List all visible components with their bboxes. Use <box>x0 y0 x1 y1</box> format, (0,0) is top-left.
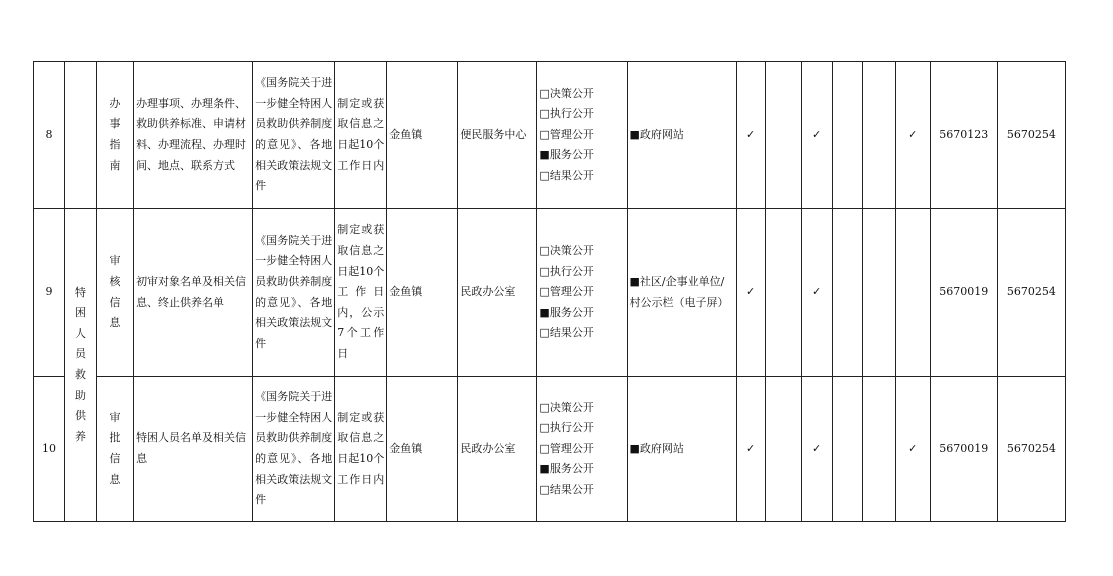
vertical-char: 信 <box>109 452 121 465</box>
row-number: 8 <box>34 62 65 209</box>
vertical-char: 供 <box>75 409 87 423</box>
tick-cell <box>895 209 930 377</box>
tick-cell: ✓ <box>895 377 930 522</box>
disclosure-option: □决策公开 <box>539 400 594 414</box>
vertical-char: 核 <box>109 274 121 288</box>
department-cell: 民政办公室 <box>458 209 537 377</box>
tick-cell <box>862 209 895 377</box>
disclosure-option: □执行公开 <box>539 107 594 121</box>
phone-number-1: 5670123 <box>930 62 997 209</box>
tick-cell <box>832 377 862 522</box>
vertical-char: 困 <box>75 306 87 320</box>
disclosure-option: □管理公开 <box>539 441 594 455</box>
tick-cell <box>765 62 801 209</box>
tick-cell <box>862 377 895 522</box>
time-limit-cell: 制定或获取信息之日起10个工作日内 <box>335 62 387 209</box>
phone-number-2: 5670254 <box>997 62 1065 209</box>
phone-number-2: 5670254 <box>997 377 1065 522</box>
subject-cell: 金鱼镇 <box>387 377 458 522</box>
item-name <box>97 62 134 209</box>
tick-cell <box>832 62 862 209</box>
disclosure-options <box>537 62 627 209</box>
tick-cell: ✓ <box>801 62 832 209</box>
tick-cell: ✓ <box>801 209 832 377</box>
vertical-char: 人 <box>75 326 87 340</box>
disclosure-table <box>33 61 1066 522</box>
tick-cell: ✓ <box>736 209 765 377</box>
basis-cell: 《国务院关于进一步健全特困人员救助供养制度的意见》、各地相关政策法规文件 <box>253 62 335 209</box>
tick-cell: ✓ <box>895 62 930 209</box>
tick-cell: ✓ <box>736 62 765 209</box>
phone-number-2: 5670254 <box>997 209 1065 377</box>
carrier-cell: ■政府网站 <box>627 377 736 522</box>
category-cell-empty <box>65 62 97 209</box>
subject-cell: 金鱼镇 <box>387 62 458 209</box>
subject-cell: 金鱼镇 <box>387 209 458 377</box>
vertical-char: 息 <box>109 316 121 330</box>
vertical-char: 信 <box>109 295 121 309</box>
vertical-char: 审 <box>109 254 121 268</box>
vertical-char: 员 <box>75 347 87 361</box>
basis-cell: 《国务院关于进一步健全特困人员救助供养制度的意见》、各地相关政策法规文件 <box>253 209 335 377</box>
content-cell: 初审对象名单及相关信息、终止供养名单 <box>134 209 253 377</box>
time-limit-cell: 制定或获取信息之日起10个工作日内 <box>335 377 387 522</box>
vertical-char: 指 <box>109 138 121 151</box>
row-number: 9 <box>34 209 65 377</box>
disclosure-option: ■服务公开 <box>539 148 594 162</box>
tick-cell <box>862 62 895 209</box>
department-cell: 民政办公室 <box>458 377 537 522</box>
basis-cell: 《国务院关于进一步健全特困人员救助供养制度的意见》、各地相关政策法规文件 <box>253 377 335 522</box>
tick-cell <box>832 209 862 377</box>
content-cell: 办理事项、办理条件、救助供养标准、申请材料、办理流程、办理时间、地点、联系方式 <box>134 62 253 209</box>
disclosure-options <box>537 209 627 377</box>
disclosure-option: □执行公开 <box>539 421 594 435</box>
vertical-char: 助 <box>75 388 87 402</box>
disclosure-option: □决策公开 <box>539 244 594 258</box>
disclosure-option: ■服务公开 <box>539 305 594 319</box>
disclosure-option: □管理公开 <box>539 285 594 299</box>
tick-cell <box>765 377 801 522</box>
item-name <box>97 209 134 377</box>
content-cell: 特困人员名单及相关信息 <box>134 377 253 522</box>
tick-cell: ✓ <box>736 377 765 522</box>
vertical-char: 批 <box>109 431 121 445</box>
phone-number-1: 5670019 <box>930 209 997 377</box>
department-cell: 便民服务中心 <box>458 62 537 209</box>
vertical-char: 事 <box>109 117 121 131</box>
vertical-char: 养 <box>75 429 87 443</box>
vertical-char: 息 <box>109 472 121 486</box>
vertical-char: 审 <box>109 410 121 424</box>
disclosure-options <box>537 377 627 522</box>
category-group <box>65 209 97 522</box>
disclosure-option: □结果公开 <box>539 482 594 496</box>
table-row <box>34 62 1066 209</box>
time-limit-cell: 制定或获取信息之日起10个工作日内，公示7个工作日 <box>335 209 387 377</box>
vertical-char: 办 <box>109 96 121 110</box>
disclosure-option: □管理公开 <box>539 127 594 141</box>
disclosure-option: ■服务公开 <box>539 462 594 476</box>
tick-cell: ✓ <box>801 377 832 522</box>
tick-cell <box>765 209 801 377</box>
row-number: 10 <box>34 377 65 522</box>
phone-number-1: 5670019 <box>930 377 997 522</box>
vertical-char: 特 <box>75 285 87 299</box>
disclosure-option: □执行公开 <box>539 264 594 278</box>
disclosure-option: □结果公开 <box>539 168 594 182</box>
disclosure-option: □结果公开 <box>539 326 594 340</box>
carrier-cell: ■政府网站 <box>627 62 736 209</box>
table-row <box>34 209 1066 377</box>
vertical-char: 南 <box>109 158 121 172</box>
table-row <box>34 377 1066 522</box>
disclosure-option: □决策公开 <box>539 86 594 100</box>
carrier-cell: ■社区/企事业单位/村公示栏（电子屏） <box>627 209 736 377</box>
item-name <box>97 377 134 522</box>
vertical-char: 救 <box>75 368 87 381</box>
